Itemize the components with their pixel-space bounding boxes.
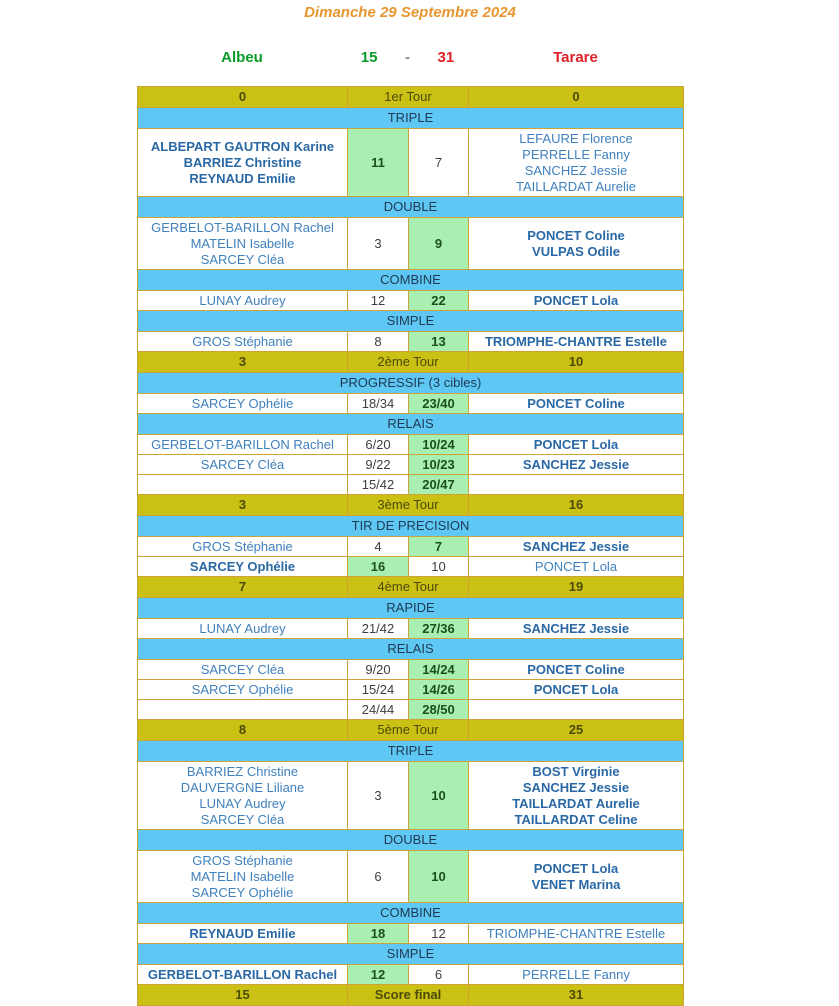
- home-players: [138, 762, 348, 830]
- away-match-score: 10: [409, 762, 469, 830]
- away-players: [469, 291, 684, 311]
- event-header: DOUBLE: [138, 830, 684, 851]
- player-name: LUNAY Audrey: [199, 620, 286, 636]
- match-row: [138, 619, 684, 639]
- away-match-score: 7: [409, 537, 469, 557]
- player-name: GERBELOT-BARILLON Rachel: [147, 966, 338, 982]
- home-players: [138, 924, 348, 944]
- player-name: SARCEY Cléa: [200, 456, 285, 472]
- event-row: [138, 903, 684, 924]
- event-header: TIR DE PRECISION: [138, 516, 684, 537]
- player-name: SARCEY Ophélie: [191, 681, 294, 697]
- player-name: SANCHEZ Jessie: [522, 620, 630, 636]
- event-header: SIMPLE: [138, 944, 684, 965]
- away-players: [469, 762, 684, 830]
- round-row: [138, 87, 684, 108]
- player-name: LUNAY Audrey: [199, 292, 286, 308]
- event-row: [138, 598, 684, 619]
- match-row: [138, 680, 684, 700]
- event-header: COMBINE: [138, 270, 684, 291]
- home-players: [138, 680, 348, 700]
- home-match-score: 9/20: [348, 660, 409, 680]
- away-match-score: 10/24: [409, 435, 469, 455]
- player-name: SANCHEZ Jessie: [522, 779, 630, 795]
- home-players: [138, 435, 348, 455]
- away-match-score: 14/24: [409, 660, 469, 680]
- player-name: PONCET Lola: [534, 558, 618, 574]
- event-header: SIMPLE: [138, 311, 684, 332]
- round-score-away: 19: [469, 577, 684, 598]
- match-row: [138, 455, 684, 475]
- home-players: [138, 851, 348, 903]
- player-name: GROS Stéphanie: [192, 333, 293, 349]
- round-row: [138, 720, 684, 741]
- event-row: [138, 373, 684, 394]
- round-score-away: 25: [469, 720, 684, 741]
- away-match-score: 12: [409, 924, 469, 944]
- player-name: SARCEY Cléa: [200, 811, 285, 827]
- away-players: [469, 332, 684, 352]
- match-row: [138, 924, 684, 944]
- event-row: [138, 197, 684, 218]
- home-match-score: 8: [348, 332, 409, 352]
- away-players: [469, 435, 684, 455]
- round-score-home: 0: [138, 87, 348, 108]
- score-table-body: [138, 87, 684, 1006]
- match-header: [137, 48, 683, 66]
- round-score-away: 16: [469, 495, 684, 516]
- home-players: [138, 557, 348, 577]
- player-name: SANCHEZ Jessie: [522, 456, 630, 472]
- player-name: BOST Virginie: [532, 763, 620, 779]
- home-match-score: 12: [348, 291, 409, 311]
- home-players: [138, 218, 348, 270]
- home-players: [138, 332, 348, 352]
- away-team-name: Tarare: [553, 48, 598, 66]
- away-players: [469, 680, 684, 700]
- event-header: COMBINE: [138, 903, 684, 924]
- round-row: [138, 495, 684, 516]
- score-separator: -: [404, 48, 410, 66]
- away-players: [469, 129, 684, 197]
- round-row: [138, 577, 684, 598]
- global-score: [347, 49, 468, 66]
- away-players: [469, 537, 684, 557]
- home-match-score: 6: [348, 851, 409, 903]
- round-score-away: 31: [469, 985, 684, 1006]
- match-row: [138, 537, 684, 557]
- round-score-away: 0: [469, 87, 684, 108]
- away-match-score: 28/50: [409, 700, 469, 720]
- event-header: RELAIS: [138, 639, 684, 660]
- home-team-name: Albeu: [221, 48, 263, 66]
- player-name: PERRELLE Fanny: [522, 146, 630, 162]
- away-team-score: 31: [437, 48, 455, 66]
- match-row: [138, 700, 684, 720]
- player-name: SARCEY Ophélie: [191, 395, 294, 411]
- player-name: TRIOMPHE-CHANTRE Estelle: [484, 333, 668, 349]
- away-players: [469, 557, 684, 577]
- round-row: [138, 352, 684, 373]
- round-score-home: 3: [138, 352, 348, 373]
- event-header: RELAIS: [138, 414, 684, 435]
- home-match-score: 4: [348, 537, 409, 557]
- home-players: [138, 394, 348, 414]
- away-match-score: 10: [409, 557, 469, 577]
- home-players: [138, 129, 348, 197]
- player-name: MATELIN Isabelle: [190, 868, 295, 884]
- away-match-score: 27/36: [409, 619, 469, 639]
- match-row: [138, 965, 684, 985]
- home-players: [138, 475, 348, 495]
- event-header: PROGRESSIF (3 cibles): [138, 373, 684, 394]
- event-header: TRIPLE: [138, 741, 684, 762]
- home-match-score: 16: [348, 557, 409, 577]
- home-team-score: 15: [360, 48, 378, 66]
- player-name: PONCET Lola: [533, 436, 619, 452]
- match-row: [138, 435, 684, 455]
- round-label: 2ème Tour: [348, 352, 469, 373]
- home-players: [138, 537, 348, 557]
- player-name: ALBEPART GAUTRON Karine: [150, 138, 335, 154]
- player-name: REYNAUD Emilie: [189, 170, 296, 186]
- match-row: [138, 660, 684, 680]
- player-name: GERBELOT-BARILLON Rachel: [151, 219, 334, 235]
- event-row: [138, 830, 684, 851]
- away-match-score: 13: [409, 332, 469, 352]
- match-row: [138, 332, 684, 352]
- away-players: [469, 851, 684, 903]
- match-row: [138, 291, 684, 311]
- home-players: [138, 455, 348, 475]
- score-sheet-table: [137, 86, 684, 1006]
- player-name: SARCEY Ophélie: [189, 558, 296, 574]
- event-header: DOUBLE: [138, 197, 684, 218]
- player-name: DAUVERGNE Liliane: [180, 779, 305, 795]
- away-players: [469, 619, 684, 639]
- home-match-score: 21/42: [348, 619, 409, 639]
- home-players: [138, 291, 348, 311]
- match-row: [138, 218, 684, 270]
- event-header: TRIPLE: [138, 108, 684, 129]
- event-row: [138, 270, 684, 291]
- player-name: REYNAUD Emilie: [189, 925, 296, 941]
- home-match-score: 9/22: [348, 455, 409, 475]
- match-row: [138, 762, 684, 830]
- round-row: [138, 985, 684, 1006]
- player-name: PONCET Coline: [527, 661, 625, 677]
- round-label: 4ème Tour: [348, 577, 469, 598]
- event-row: [138, 639, 684, 660]
- player-name: SARCEY Cléa: [200, 251, 285, 267]
- away-match-score: 7: [409, 129, 469, 197]
- away-players: [469, 924, 684, 944]
- player-name: GERBELOT-BARILLON Rachel: [151, 436, 334, 452]
- away-players: [469, 218, 684, 270]
- home-players: [138, 965, 348, 985]
- home-match-score: 3: [348, 762, 409, 830]
- player-name: SARCEY Ophélie: [191, 884, 294, 900]
- event-row: [138, 311, 684, 332]
- player-name: LEFAURE Florence: [519, 130, 633, 146]
- home-players: [138, 619, 348, 639]
- match-row: [138, 475, 684, 495]
- home-players: [138, 700, 348, 720]
- home-match-score: 18: [348, 924, 409, 944]
- event-row: [138, 516, 684, 537]
- player-name: PONCET Lola: [533, 681, 619, 697]
- away-match-score: 10: [409, 851, 469, 903]
- away-players: [469, 700, 684, 720]
- round-label: Score final: [348, 985, 469, 1006]
- round-score-home: 8: [138, 720, 348, 741]
- away-match-score: 6: [409, 965, 469, 985]
- away-match-score: 22: [409, 291, 469, 311]
- away-match-score: 20/47: [409, 475, 469, 495]
- round-score-home: 7: [138, 577, 348, 598]
- round-label: 1er Tour: [348, 87, 469, 108]
- player-name: TRIOMPHE-CHANTRE Estelle: [486, 925, 666, 941]
- match-row: [138, 129, 684, 197]
- event-header: RAPIDE: [138, 598, 684, 619]
- player-name: PERRELLE Fanny: [522, 966, 630, 982]
- away-players: [469, 660, 684, 680]
- home-match-score: 18/34: [348, 394, 409, 414]
- away-players: [469, 455, 684, 475]
- player-name: PONCET Coline: [527, 395, 625, 411]
- player-name: PONCET Coline: [527, 227, 625, 243]
- home-match-score: 15/24: [348, 680, 409, 700]
- event-row: [138, 414, 684, 435]
- round-score-away: 10: [469, 352, 684, 373]
- event-row: [138, 741, 684, 762]
- player-name: GROS Stéphanie: [192, 538, 293, 554]
- player-name: MATELIN Isabelle: [190, 235, 295, 251]
- match-row: [138, 851, 684, 903]
- player-name: SARCEY Cléa: [200, 661, 285, 677]
- round-score-home: 15: [138, 985, 348, 1006]
- player-name: GROS Stéphanie: [192, 852, 293, 868]
- player-name: SANCHEZ Jessie: [524, 162, 628, 178]
- player-name: SANCHEZ Jessie: [522, 538, 630, 554]
- player-name: TAILLARDAT Celine: [514, 811, 638, 827]
- home-players: [138, 660, 348, 680]
- away-match-score: 9: [409, 218, 469, 270]
- player-name: PONCET Lola: [533, 292, 619, 308]
- home-match-score: 11: [348, 129, 409, 197]
- player-name: VENET Marina: [531, 876, 621, 892]
- match-date: Dimanche 29 Septembre 2024: [304, 4, 516, 21]
- match-row: [138, 394, 684, 414]
- home-match-score: 15/42: [348, 475, 409, 495]
- event-row: [138, 108, 684, 129]
- player-name: VULPAS Odile: [532, 243, 620, 259]
- round-label: 3ème Tour: [348, 495, 469, 516]
- round-score-home: 3: [138, 495, 348, 516]
- away-match-score: 10/23: [409, 455, 469, 475]
- player-name: PONCET Lola: [533, 860, 619, 876]
- player-name: BARRIEZ Christine: [186, 763, 299, 779]
- away-match-score: 14/26: [409, 680, 469, 700]
- away-players: [469, 965, 684, 985]
- away-players: [469, 394, 684, 414]
- player-name: TAILLARDAT Aurelie: [512, 795, 640, 811]
- player-name: LUNAY Audrey: [199, 795, 286, 811]
- away-match-score: 23/40: [409, 394, 469, 414]
- home-match-score: 24/44: [348, 700, 409, 720]
- home-match-score: 12: [348, 965, 409, 985]
- player-name: BARRIEZ Christine: [183, 154, 302, 170]
- home-match-score: 3: [348, 218, 409, 270]
- player-name: TAILLARDAT Aurelie: [516, 178, 636, 194]
- round-label: 5ème Tour: [348, 720, 469, 741]
- event-row: [138, 944, 684, 965]
- away-players: [469, 475, 684, 495]
- match-row: [138, 557, 684, 577]
- home-match-score: 6/20: [348, 435, 409, 455]
